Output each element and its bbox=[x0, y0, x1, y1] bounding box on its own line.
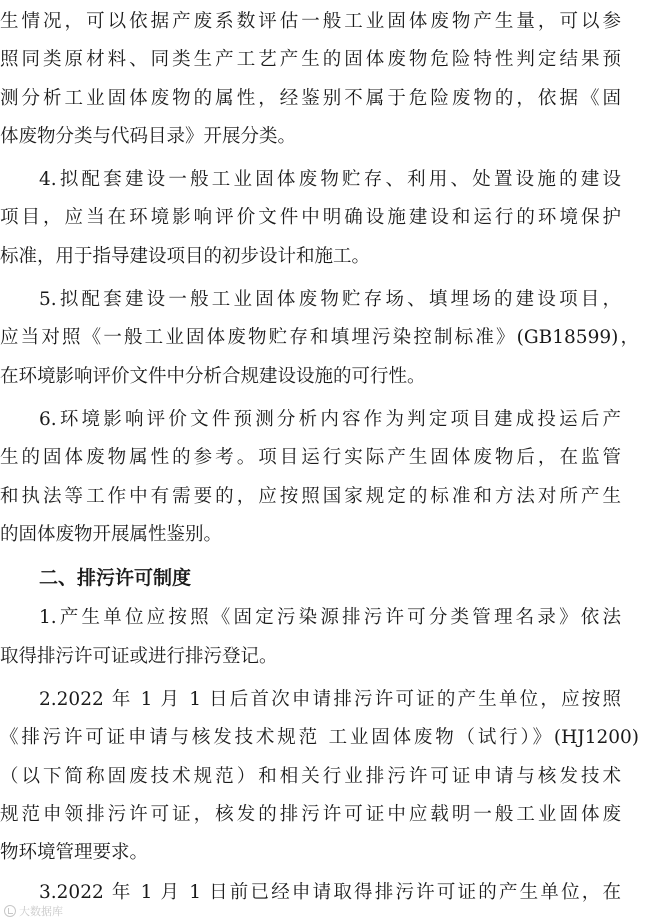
paragraph-line-indented: 6.环境影响评价文件预测分析内容作为判定项目建成投运后产 bbox=[39, 409, 621, 430]
paragraph-line: 生的固体废物属性的参考。项目运行实际产生固体废物后，在监管 bbox=[0, 447, 621, 468]
paragraph-line: 取得排污许可证或进行排污登记。 bbox=[0, 646, 278, 667]
paragraph-line: 的固体废物开展属性鉴别。 bbox=[0, 524, 223, 545]
paragraph-line: 项目，应当在环境影响评价文件中明确设施建设和运行的环境保护 bbox=[0, 207, 621, 228]
paragraph-line: 体废物分类与代码目录》开展分类。 bbox=[0, 126, 297, 147]
paragraph-line-indented: 3.2022 年 1 月 1 日前已经申请取得排污许可证的产生单位，在 bbox=[39, 882, 621, 903]
paragraph-line: 在环境影响评价文件中分析合规建设设施的可行性。 bbox=[0, 366, 426, 387]
paragraph-line: 测分析工业固体废物的属性，经鉴别不属于危险废物的，依据《固 bbox=[0, 88, 621, 109]
paragraph-line: 物环境管理要求。 bbox=[0, 842, 149, 863]
weibo-logo-icon bbox=[4, 905, 16, 917]
paragraph-line-indented: 4.拟配套建设一般工业固体废物贮存、利用、处置设施的建设 bbox=[39, 169, 621, 190]
paragraph-line: 生情况，可以依据产废系数评估一般工业固体废物产生量，可以参 bbox=[0, 11, 621, 32]
watermark-text: 大数据库 bbox=[19, 905, 63, 918]
paragraph-line-indented: 1.产生单位应按照《固定污染源排污许可分类管理名录》依法 bbox=[39, 607, 621, 628]
paragraph-line: 《排污许可证申请与核发技术规范 工业固体废物（试行）》(HJ1200) bbox=[0, 727, 639, 748]
paragraph-line: 规范申领排污许可证，核发的排污许可证中应载明一般工业固体废 bbox=[0, 804, 621, 825]
watermark bbox=[4, 903, 63, 919]
paragraph-line-indented: 5.拟配套建设一般工业固体废物贮存场、填埋场的建设项目， bbox=[39, 289, 621, 310]
paragraph-line: 和执法等工作中有需要的，应按照国家规定的标准和方法对所产生 bbox=[0, 486, 621, 507]
paragraph-line: 应当对照《一般工业固体废物贮存和填埋污染控制标准》(GB18599)， bbox=[0, 327, 639, 348]
paragraph-line: 标准，用于指导建设项目的初步设计和施工。 bbox=[0, 246, 371, 267]
section-heading: 二、排污许可制度 bbox=[39, 567, 192, 589]
paragraph-line: （以下简称固废技术规范）和相关行业排污许可证申请与核发技术 bbox=[0, 766, 621, 787]
paragraph-line-indented: 2.2022 年 1 月 1 日后首次申请排污许可证的产生单位，应按照 bbox=[39, 689, 621, 710]
paragraph-line: 照同类原材料、同类生产工艺产生的固体废物危险特性判定结果预 bbox=[0, 49, 621, 70]
